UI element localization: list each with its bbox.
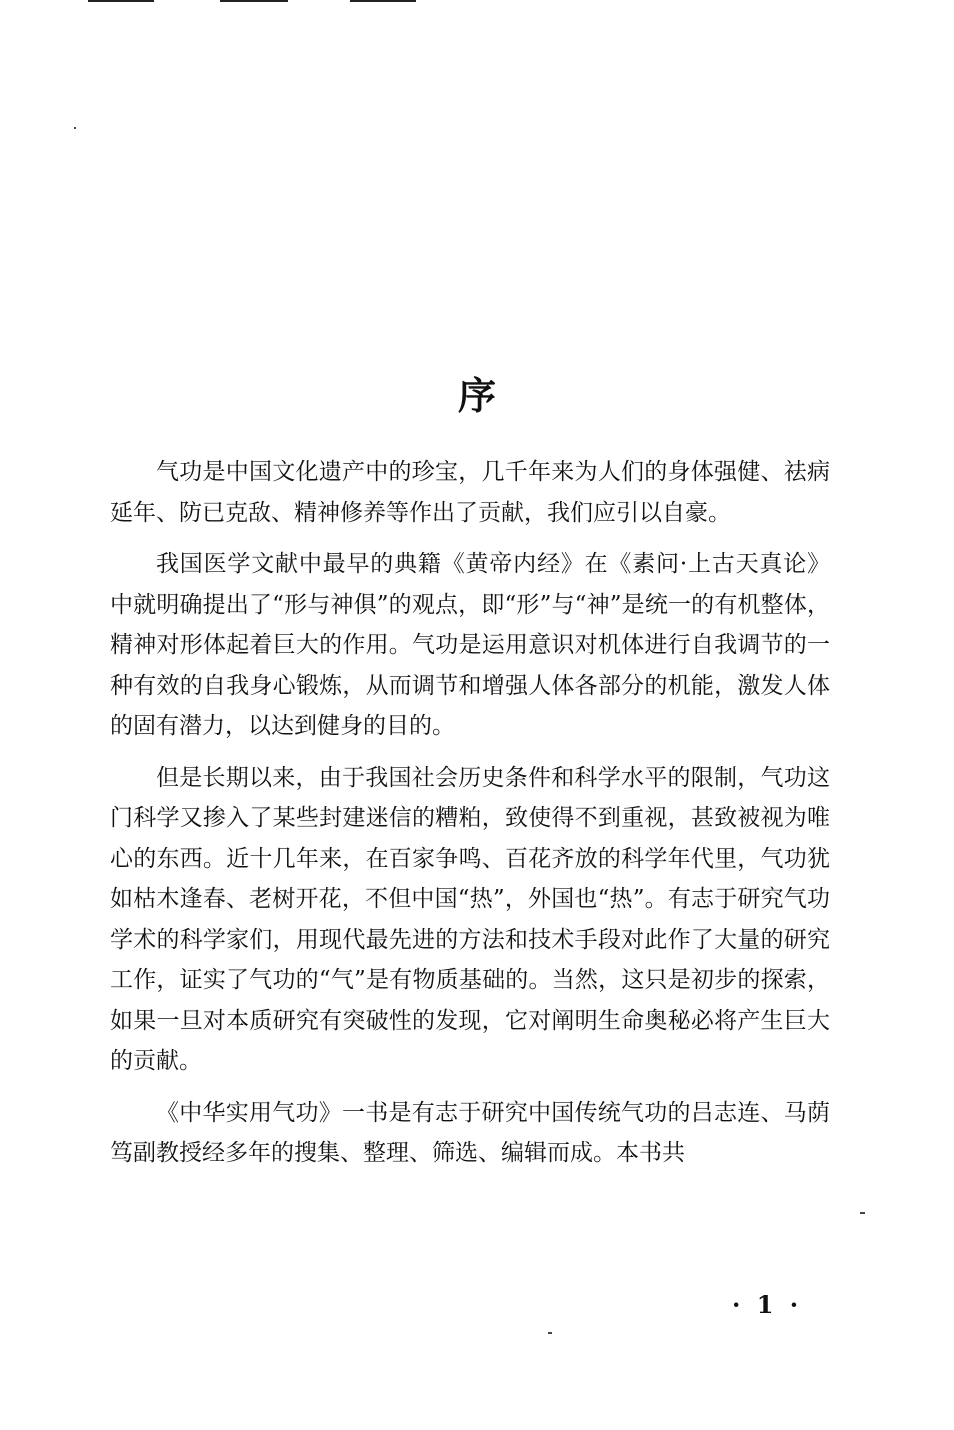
scan-mark bbox=[548, 1332, 552, 1334]
page-number: · 1 · bbox=[732, 1290, 803, 1319]
page-title: 序 bbox=[457, 373, 496, 419]
top-rule-2 bbox=[220, 0, 288, 2]
top-rule-3 bbox=[350, 0, 416, 2]
body-text bbox=[110, 452, 830, 1174]
top-rule-1 bbox=[88, 0, 154, 2]
scan-mark bbox=[74, 127, 76, 129]
paragraph: 气功是中国文化遗产中的珍宝，几千年来为人们的身体强健、祛病延年、防已克敌、精神修养等作出了贡献，我们应引以自豪。 bbox=[110, 459, 830, 526]
scan-mark bbox=[860, 1212, 865, 1214]
paragraph: 但是长期以来，由于我国社会历史条件和科学水平的限制，气功这门科学又掺入了某些封建迷信的糟粕，致使得不到重视，甚致被视为唯心的东西。近十几年来，在百家争鸣、百花齐放的科学年代里，气功犹如枯木逢春、老树开花，不但中国“热”，外国也“热”。有志于研究气功学术的科学家们，用现代最先进的方法和技术手段对此作了大量的研究工作，证实了气功的“气”是有物质基础的。当然，这只是初步的探索，如果一旦对本质研究有突破性的发现，它对阐明生命奥秘必将产生巨大的贡献。 bbox=[110, 764, 830, 1074]
paragraph: 《中华实用气功》一书是有志于研究中国传统气功的吕志连、马荫笃副教授经多年的搜集、整理、筛选、编辑而成。本书共 bbox=[110, 1099, 830, 1166]
paragraph: 我国医学文献中最早的典籍《黄帝内经》在《素问·上古天真论》中就明确提出了“形与神俱”的观点，即“形”与“神”是统一的有机整体，精神对形体起着巨大的作用。气功是运用意识对机体进行自我调节的一种有效的自我身心锻炼，从而调节和增强人体各部分的机能，激发人体的固有潜力，以达到健身的目的。 bbox=[110, 551, 830, 739]
